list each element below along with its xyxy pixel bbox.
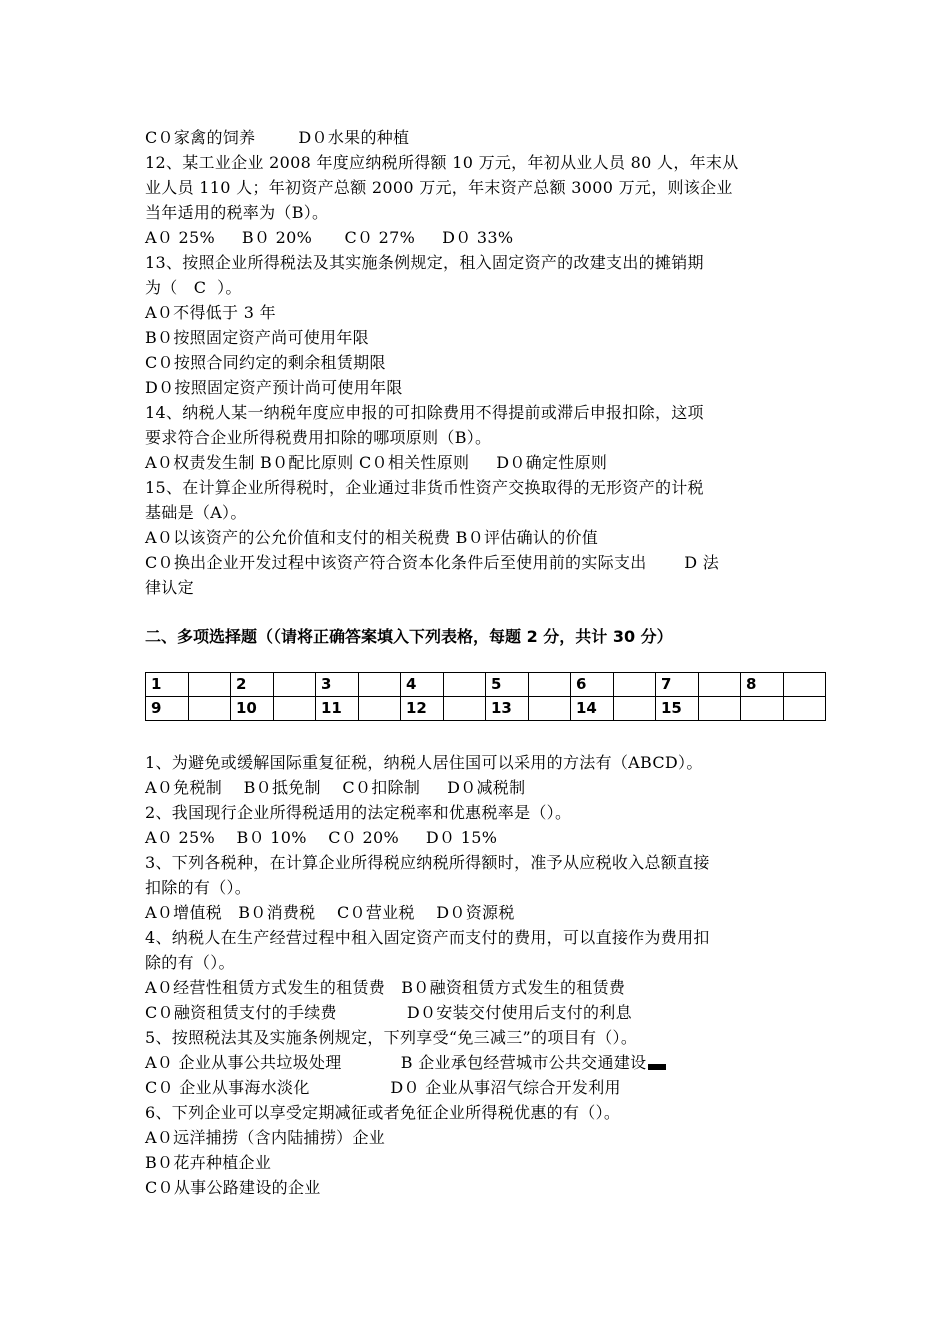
- question-15-options: A０以该资产的公允价值和支付的相关税费 B０评估确认的价值: [145, 528, 599, 547]
- option-line: C０家禽的饲养 D０水果的种植: [145, 128, 410, 147]
- mq-4-text: 除的有（）。: [145, 953, 235, 972]
- table-cell: 8: [741, 673, 784, 697]
- answer-cell[interactable]: [783, 673, 826, 697]
- answer-cell[interactable]: [783, 697, 826, 721]
- question-13-option-b: B０按照固定资产尚可使用年限: [145, 328, 369, 347]
- question-14-text: 要求符合企业所得税费用扣除的哪项原则（B）。: [145, 428, 492, 447]
- answer-cell[interactable]: [188, 697, 231, 721]
- table-cell: 2: [231, 673, 274, 697]
- mq-4-options: C０融资租赁支付的手续费 D０安装交付使用后支付的利息: [145, 1003, 632, 1022]
- table-cell: 9: [146, 697, 189, 721]
- answer-cell[interactable]: [613, 697, 656, 721]
- question-15-text: 15、在计算企业所得税时，企业通过非货币性资产交换取得的无形资产的计税: [145, 478, 704, 497]
- mq-5-options: C０ 企业从事海水淡化 D０ 企业从事沼气综合开发利用: [145, 1078, 621, 1097]
- mq-2-options: A０ 25% B０ 10% C０ 20% D０ 15%: [145, 828, 498, 847]
- answer-cell[interactable]: [358, 697, 401, 721]
- mq-4-options: A０经营性租赁方式发生的租赁费 B０融资租赁方式发生的租赁费: [145, 978, 626, 997]
- table-cell: 11: [316, 697, 359, 721]
- question-13-option-d: D０按照固定资产预计尚可使用年限: [145, 378, 403, 397]
- table-cell: 15: [656, 697, 699, 721]
- answer-cell[interactable]: [358, 673, 401, 697]
- answer-cell[interactable]: [273, 673, 316, 697]
- answer-cell[interactable]: [698, 697, 741, 721]
- question-14-text: 14、纳税人某一纳税年度应申报的可扣除费用不得提前或滞后申报扣除，这项: [145, 403, 704, 422]
- text-cursor-mark: [648, 1064, 666, 1070]
- answer-cell[interactable]: [188, 673, 231, 697]
- mq-1-text: 1、为避免或缓解国际重复征税，纳税人居住国可以采用的方法有（ABCD）。: [145, 753, 703, 772]
- mq-5-text: 5、按照税法其及实施条例规定，下列享受“免三减三”的项目有（）。: [145, 1028, 638, 1047]
- answer-cell[interactable]: [613, 673, 656, 697]
- mq-6-text: 6、下列企业可以享受定期减征或者免征企业所得税优惠的有（）。: [145, 1103, 621, 1122]
- question-15-text: 基础是（A）。: [145, 503, 247, 522]
- table-row: [146, 673, 826, 697]
- mq-5-options: A０ 企业从事公共垃圾处理 B 企业承包经营城市公共交通建设: [145, 1053, 647, 1072]
- mq-5-options-row: [145, 1050, 666, 1075]
- answer-cell[interactable]: [698, 673, 741, 697]
- mq-4-text: 4、纳税人在生产经营过程中租入固定资产而支付的费用，可以直接作为费用扣: [145, 928, 710, 947]
- mq-6-option-c: C０从事公路建设的企业: [145, 1178, 321, 1197]
- answer-table: [145, 672, 826, 721]
- mq-6-option-b: B０花卉种植企业: [145, 1153, 272, 1172]
- table-cell: 4: [401, 673, 444, 697]
- mq-2-text: 2、我国现行企业所得税适用的法定税率和优惠税率是（）。: [145, 803, 572, 822]
- mq-3-text: 3、下列各税种，在计算企业所得税应纳税所得额时，准予从应税收入总额直接: [145, 853, 710, 872]
- answer-cell[interactable]: [528, 697, 571, 721]
- answer-cell[interactable]: [528, 673, 571, 697]
- question-13-text: 为（ C ）。: [145, 278, 242, 297]
- table-cell: 7: [656, 673, 699, 697]
- table-cell: 5: [486, 673, 529, 697]
- mq-3-text: 扣除的有（）。: [145, 878, 252, 897]
- table-cell: 1: [146, 673, 189, 697]
- answer-cell[interactable]: [273, 697, 316, 721]
- question-12-text: 业人员 110 人；年初资产总额 2000 万元，年末资产总额 3000 万元，则该企业: [145, 178, 733, 197]
- table-cell: 13: [486, 697, 529, 721]
- table-cell: [741, 697, 784, 721]
- question-15-options: C０换出企业开发过程中该资产符合资本化条件后至使用前的实际支出 D 法: [145, 553, 720, 572]
- table-cell: 14: [571, 697, 614, 721]
- section-heading: 二、多项选择题（（请将正确答案填入下列表格，每题 2 分，共计 30 分）: [145, 627, 673, 646]
- question-12-text: 当年适用的税率为（B）。: [145, 203, 329, 222]
- question-14-options: A０权责发生制 B０配比原则 C０相关性原则 D０确定性原则: [145, 453, 608, 472]
- table-cell: 6: [571, 673, 614, 697]
- table-row: [146, 697, 826, 721]
- mq-3-options: A０增值税 B０消费税 C０营业税 D０资源税: [145, 903, 515, 922]
- mq-1-options: A０免税制 B０抵免制 C０扣除制 D０减税制: [145, 778, 526, 797]
- question-15-options: 律认定: [145, 578, 194, 597]
- question-13-option-a: A０不得低于 3 年: [145, 303, 276, 322]
- question-12-options: A０ 25% B０ 20% C０ 27% D０ 33%: [145, 228, 514, 247]
- answer-cell[interactable]: [443, 697, 486, 721]
- answer-cell[interactable]: [443, 673, 486, 697]
- question-13-option-c: C０按照合同约定的剩余租赁期限: [145, 353, 386, 372]
- table-cell: 12: [401, 697, 444, 721]
- table-cell: 3: [316, 673, 359, 697]
- table-cell: 10: [231, 697, 274, 721]
- question-13-text: 13、按照企业所得税法及其实施条例规定，租入固定资产的改建支出的摊销期: [145, 253, 704, 272]
- mq-6-option-a: A０远洋捕捞（含内陆捕捞）企业: [145, 1128, 386, 1147]
- question-12-text: 12、某工业企业 2008 年度应纳税所得额 10 万元，年初从业人员 80 人，年末从: [145, 153, 739, 172]
